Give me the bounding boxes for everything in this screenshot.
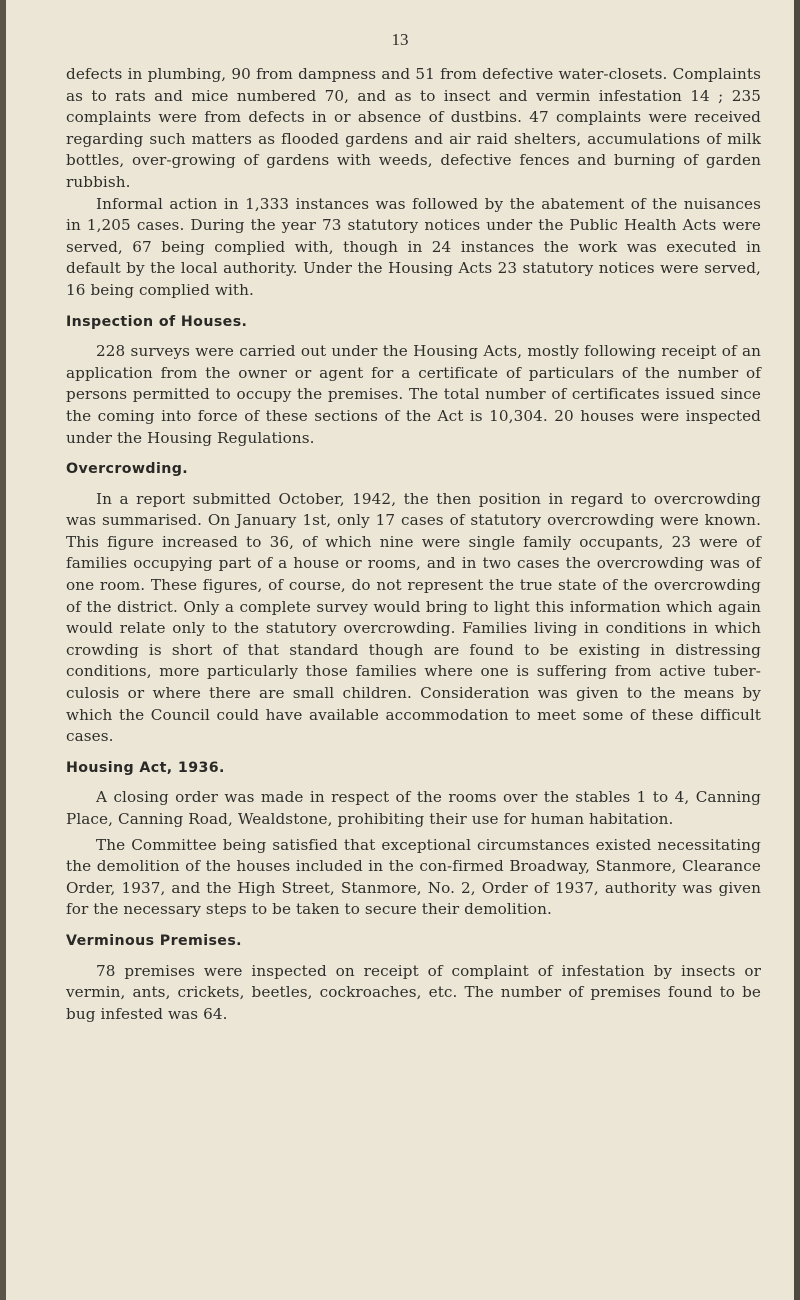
- paragraph-infested-premises: 78 premises were inspected on receipt of complaint of infestation by insects or vermin, ants, crickets, beetles, cockroaches, etc. The number of premises found to be bug infested was 64.: [66, 961, 761, 1023]
- paragraph-demolition-order: The Committee being satisfied that exceptional circumstances existed necessitating the demolition of the houses included in the con-firmed Broadway, Stanmore, Clearance Order, 1937, and the High Street, Stanmore, No. 2, Order of 1937, authority was given for the necessary steps to be taken to secure their demolition.: [66, 835, 761, 919]
- paragraph-housing-surveys: 228 surveys were carried out under the Housing Acts, mostly following receipt of an application from the owner or agent for a certificate of particulars of the number of persons permitted to occupy the premises. The total number of certificates issued since the coming into force of these sections of the Act is 10,304. 20 houses were inspected under the Housing Regulations.: [66, 342, 761, 447]
- paragraph-overcrowding-report: In a report submitted October, 1942, the then position in regard to overcrowding was summarised. On January 1st, only 17 cases of statutory overcrowding were known. This figure increased to 36, of which nine were single family occupants, 23 were of families occupying part of a house or rooms, and in two cases the overcrowding was of one room. These figures, of course, do not represent the true state of the overcrowding of the district. Only a complete survey would bring to light this information which again would relate only to the statutory overcrowding. Families living in conditions in which crowding is short of that standard though are found to be existing in distressing conditions, more particularly those families where one is suffering from active tuber-culosis or where there are small children. Consideration was given to the means by which the Council could have available accommodation to meet some of these difficult cases.: [66, 489, 761, 746]
- heading-overcrowding: Overcrowding.: [66, 461, 189, 478]
- paragraph-closing-order: A closing order was made in respect of the rooms over the stables 1 to 4, Canning Place, Canning Road, Wealdstone, prohibiting their use for human habitation.: [66, 788, 761, 828]
- paragraph-informal-action: Informal action in 1,333 instances was followed by the abatement of the nuisances in 1,205 cases. During the year 73 statutory notices under the Public Health Acts were served, 67 being complied with, though in 24 instances the work was executed in default by the local authority. Under the Housing Acts 23 statutory notices were served, 16 being complied with.: [66, 194, 761, 299]
- page-number: 13: [391, 30, 409, 49]
- heading-verminous-premises: Verminous Premises.: [66, 932, 242, 949]
- document-body: [66, 64, 761, 1025]
- heading-inspection-of-houses: Inspection of Houses.: [66, 313, 248, 330]
- paragraph-nuisance-complaints: defects in plumbing, 90 from dampness and 51 from defective water-closets. Complaints as to rats and mice numbered 70, and as to insect and vermin infestation 14 ; 235 complaints were from defects in or absence of dustbins. 47 complaints were received regarding such matters as flooded gardens and air raid shelters, accumulations of milk bottles, over-growing of gardens with weeds, defective fences and burning of garden rubbish.: [66, 65, 761, 191]
- heading-housing-act-1936: Housing Act, 1936.: [66, 759, 225, 776]
